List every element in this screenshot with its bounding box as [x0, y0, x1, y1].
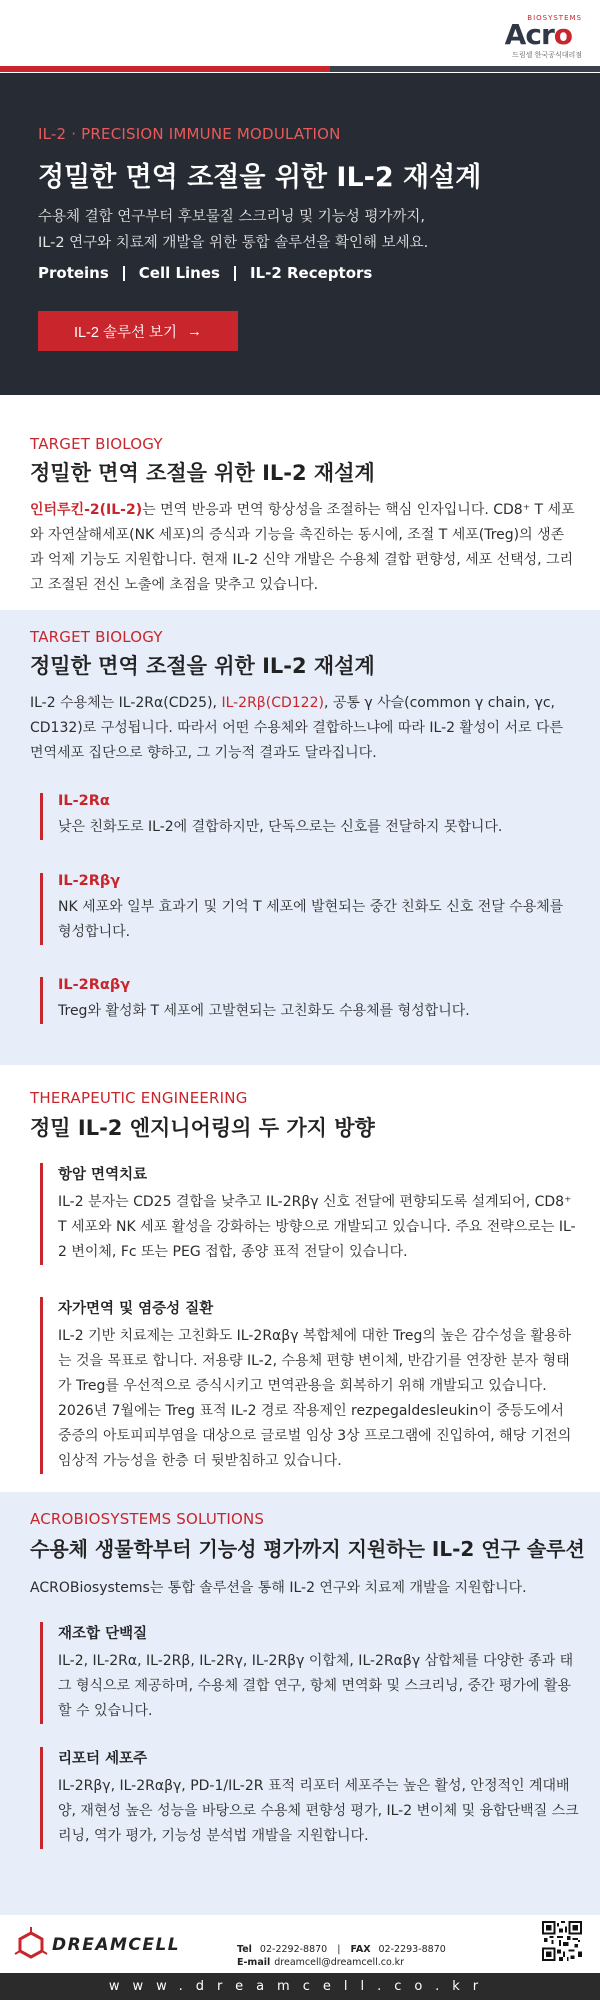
card-title: 리포터 세포주	[58, 1751, 148, 1767]
footer-logo-text: DREAMCELL	[52, 1935, 181, 1955]
arrow-right-icon: →	[187, 322, 203, 340]
tag-il2-receptors[interactable]: IL-2 Receptors	[249, 264, 373, 282]
tag-cell-lines[interactable]: Cell Lines	[138, 264, 220, 282]
acro-logo[interactable]	[492, 14, 582, 64]
email-link[interactable]: dreamcell@dreamcell.co.kr	[274, 1957, 405, 1968]
section-intro: ACROBiosystems는 통합 솔루션을 통해 IL-2 연구와 치료제 개발을 지원합니다.	[30, 1580, 527, 1596]
dreamcell-logo[interactable]	[14, 1927, 180, 1963]
hero-eyebrow: IL-2 · PRECISION IMMUNE MODULATION	[38, 125, 341, 143]
top-header	[0, 0, 600, 70]
card-title: IL-2Rα	[58, 793, 110, 809]
receptor-card	[40, 873, 580, 945]
hero-banner	[0, 73, 600, 395]
contact-info: Tel 02-2292-8870 | FAX 02-2293-8870 E-mail dreamcell@dreamcell.co.kr	[237, 1944, 446, 1968]
hero-desc-line1: 수용체 결합 연구부터 후보물질 스크리닝 및 기능성 평가까지,	[38, 209, 426, 225]
tag-proteins[interactable]: Proteins	[38, 264, 109, 282]
header-stripe	[0, 66, 600, 72]
solution-card	[40, 1747, 580, 1849]
card-body: IL-2, IL-2Rα, IL-2Rβ, IL-2Rγ, IL-2Rβγ 이합체, IL-2Rαβγ 삼합체를 다양한 종과 태그 형식으로 제공하며, 수용체 결합 연구, 항체 면역화 및 스크리닝, 중간 평가에 활용할 수 있습니다.	[58, 1653, 574, 1719]
hero-tags	[38, 264, 372, 282]
section-eyebrow: ACROBIOSYSTEMS SOLUTIONS	[30, 1510, 265, 1528]
card-body: IL-2 기반 치료제는 고친화도 IL-2Rαβγ 복합체에 대한 Treg의 높은 감수성을 활용하는 것을 목표로 합니다. 저용량 IL-2, 수용체 편향 변이체, 반감기를 연장한 분자 형태가 Treg를 우선적으로 증식시키고 면역관용을 회복하기 위해 개발되고 있습니다. 2026년 7월에는 Treg 표적 IL-2 경로 작용제인 rezpegaldesleukin이 중등도에서 중증의 아토피피부염을 대상으로 글로벌 임상 3상 프로그램에 진입하여, 해당 기전의 임상적 가능성을 한층 더 뒷받침하고 있습니다.	[58, 1328, 572, 1469]
hero-description	[38, 204, 558, 256]
section-title: 수용체 생물학부터 기능성 평가까지 지원하는 IL-2 연구 솔루션	[30, 1537, 585, 1561]
receptor-card	[40, 793, 580, 840]
strategy-card	[40, 1297, 580, 1474]
card-body: Treg와 활성화 T 세포에 고발현되는 고친화도 수용체를 형성합니다.	[58, 1003, 470, 1019]
card-title: 재조합 단백질	[58, 1626, 148, 1642]
section-title: 정밀 IL-2 엔지니어링의 두 가지 방향	[30, 1116, 375, 1140]
section-therapeutic-engineering	[0, 1065, 600, 1492]
tel-number[interactable]: 02-2292-8870	[259, 1944, 328, 1955]
card-title: 자가면역 및 염증성 질환	[58, 1301, 214, 1317]
fax-number: 02-2293-8870	[378, 1944, 446, 1955]
card-body: 낮은 친화도로 IL-2에 결합하지만, 단독으로는 신호를 전달하지 못합니다.	[58, 819, 503, 835]
section-eyebrow: TARGET BIOLOGY	[30, 628, 163, 646]
solution-card	[40, 1622, 580, 1724]
button-label: IL-2 솔루션 보기	[73, 324, 178, 341]
card-body: IL-2 분자는 CD25 결합을 낮추고 IL-2Rβγ 신호 전달에 편향되도록 설계되어, CD8⁺ T 세포와 NK 세포 활성을 강화하는 방향으로 개발되고 있습니다. 주요 전략으로는 IL-2 변이체, Fc 또는 PEG 접합, 종양 표적 전달이 있습니다.	[58, 1194, 576, 1260]
strategy-card	[40, 1163, 580, 1265]
molecule-icon	[14, 1927, 48, 1963]
hero-title: 정밀한 면역 조절을 위한 IL-2 재설계	[38, 162, 482, 193]
card-title: 항암 면역치료	[58, 1167, 148, 1183]
logo-sub-text: 드림셀 한국공식대리점	[512, 51, 582, 59]
section-title: 정밀한 면역 조절을 위한 IL-2 재설계	[30, 461, 375, 485]
section-paragraph: 인터루킨-2(IL-2)는 면역 반응과 면역 항상성을 조절하는 핵심 인자입니다. CD8⁺ T 세포와 자연살해세포(NK 세포)의 증식과 기능을 촉진하는 동시에, 조절 T 세포(Treg)의 생존과 억제 기능도 지원합니다. 현재 IL-2 신약 개발은 수용체 결합 편향성, 세포 선택성, 그리고 조절된 전신 노출에 초점을 맞추고 있습니다.	[30, 502, 575, 593]
hero-desc-line2: IL-2 연구와 치료제 개발을 위한 통합 솔루션을 확인해 보세요.	[38, 235, 429, 251]
card-body: NK 세포와 일부 효과기 및 기억 T 세포에 발현되는 중간 친화도 신호 전달 수용체를 형성합니다.	[58, 899, 564, 940]
section-eyebrow: TARGET BIOLOGY	[30, 435, 163, 453]
receptor-card	[40, 977, 580, 1024]
logo-main-text: Acro	[504, 18, 572, 51]
section-target-biology-1	[0, 395, 600, 610]
logo-top-text: BIOSYSTEMS	[527, 14, 582, 22]
card-title: IL-2Rβγ	[58, 873, 121, 889]
highlight-il2: 인터루킨-2(IL-2)	[30, 502, 143, 518]
section-eyebrow: THERAPEUTIC ENGINEERING	[30, 1089, 248, 1107]
tag-separator	[234, 266, 236, 281]
card-body: IL-2Rβγ, IL-2Rαβγ, PD-1/IL-2R 표적 리포터 세포주는 높은 활성, 안정적인 계대배양, 재현성 높은 성능을 바탕으로 수용체 편향성 평가, IL-2 변이체 및 융합단백질 스크리닝, 역가 평가, 기능성 분석법 개발을 지원합니다.	[58, 1778, 579, 1844]
footer	[0, 1915, 600, 1973]
section-paragraph: IL-2 수용체는 IL-2Rα(CD25), IL-2Rβ(CD122), 공통 γ 사슬(common γ chain, γc, CD132)로 구성됩니다. 따라서 어떤 수용체와 결합하느냐에 따라 IL-2 활성이 서로 다른 면역세포 집단으로 향하고, 그 기능적 결과도 달라집니다.	[30, 695, 564, 761]
tag-separator	[123, 266, 125, 281]
section-target-biology-2	[0, 610, 600, 1065]
section-solutions	[0, 1492, 600, 1915]
highlight-il2rb: IL-2Rβ(CD122)	[221, 695, 324, 711]
il2-solution-button[interactable]	[38, 311, 238, 351]
section-title: 정밀한 면역 조절을 위한 IL-2 재설계	[30, 654, 375, 678]
website-url[interactable]: www.dreamcell.co.kr	[0, 1973, 600, 2000]
qr-code-icon[interactable]	[542, 1921, 582, 1961]
card-title: IL-2Rαβγ	[58, 977, 131, 993]
